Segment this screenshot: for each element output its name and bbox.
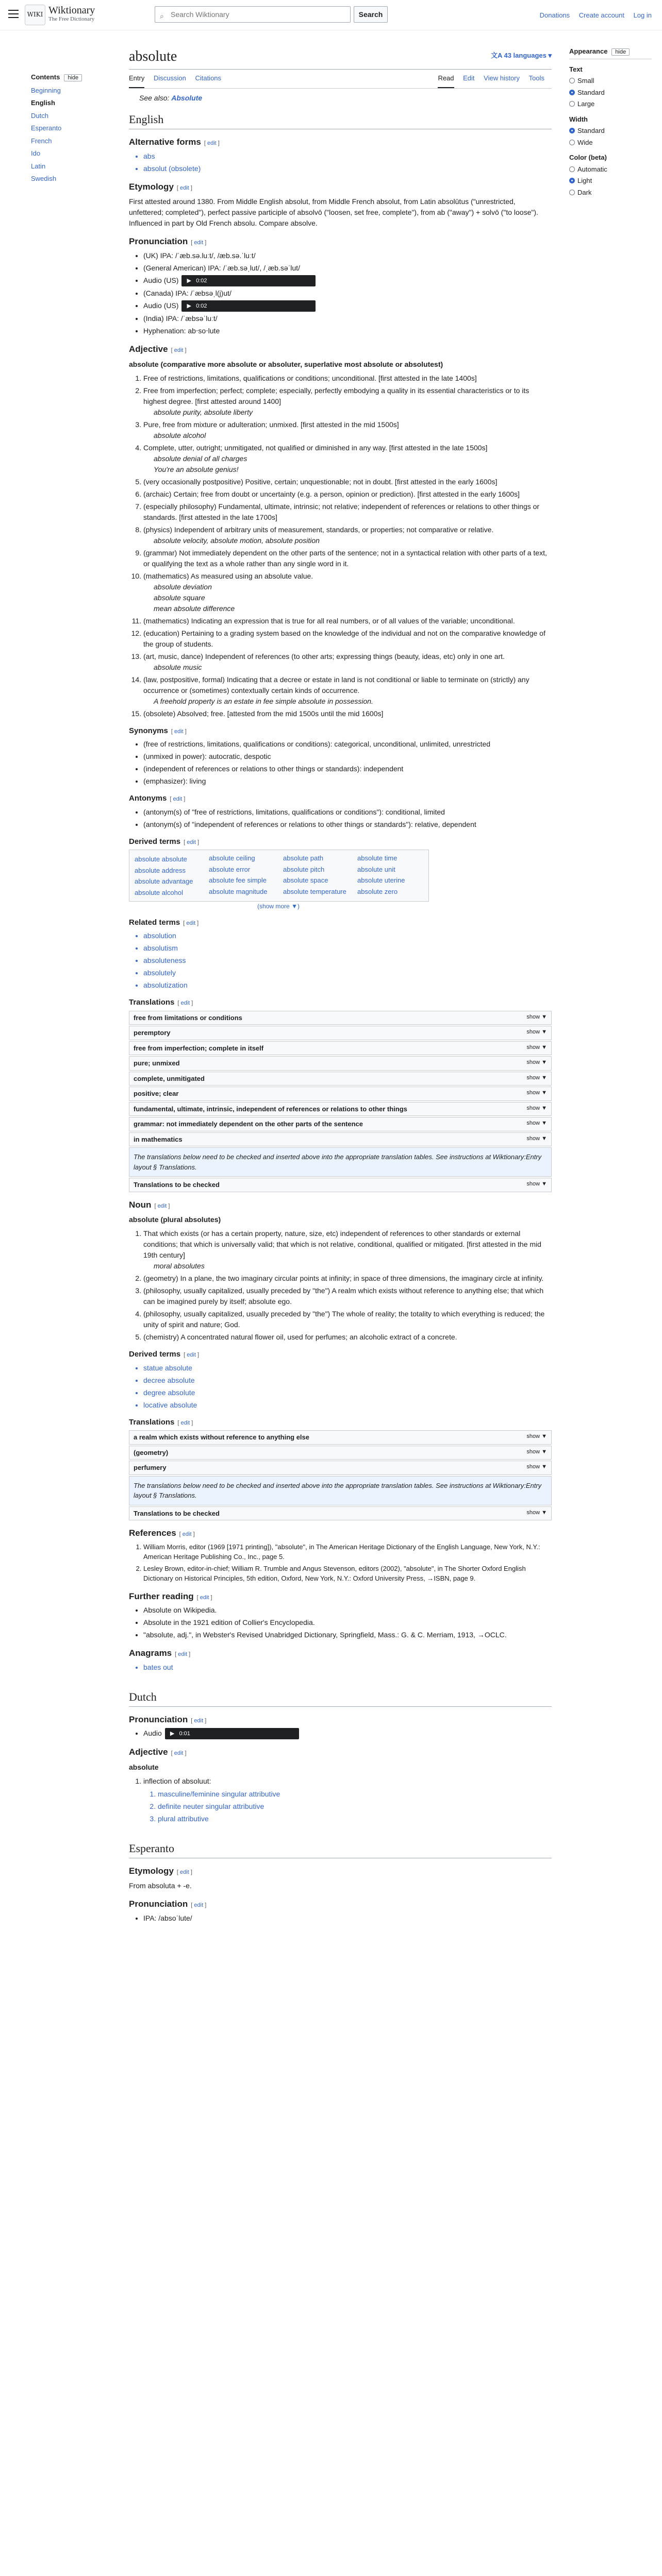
translation-table[interactable]: peremptory show ▼ xyxy=(129,1026,552,1040)
edit-link[interactable]: edit xyxy=(180,1000,190,1007)
toc-item-beginning[interactable]: Beginning xyxy=(31,86,61,94)
dutch-pronunciation-heading: Pronunciation [ edit ] xyxy=(129,1714,207,1724)
search-input[interactable] xyxy=(155,6,351,23)
appearance-panel xyxy=(569,46,652,199)
related-terms-heading: Related terms [ edit ] xyxy=(129,918,199,927)
derived-term[interactable]: absolute pitch xyxy=(283,865,325,873)
usage-example: absolute denial of all charges xyxy=(154,454,247,463)
edit-link[interactable]: edit xyxy=(207,140,217,146)
synonyms-list xyxy=(129,739,552,787)
list-item[interactable]: 2. definite neuter singular attributive xyxy=(158,1801,552,1812)
dutch-pronunciation-list xyxy=(129,1728,552,1739)
translation-table[interactable]: fundamental, ultimate, intrinsic, independent of references or relations to other things show ▼ xyxy=(129,1102,552,1116)
translation-table[interactable]: grammar: not immediately dependent on the other parts of the sentence show ▼ xyxy=(129,1117,552,1131)
list-item[interactable]: 1. masculine/feminine singular attributive xyxy=(158,1789,552,1800)
sense-item: 7. (especially philosophy) Fundamental, ultimate, intrinsic; not relative; independent of references or relations to other things or standards. [first attested in the late 1700s] xyxy=(143,501,552,523)
translation-table[interactable]: Translations to be checked show ▼ xyxy=(129,1178,552,1192)
list-item: • (antonym(s) of "free of restrictions, limitations, qualifications or conditions"): conditional, limited xyxy=(143,807,552,818)
etymology-heading: Etymology [ edit ] xyxy=(129,181,192,192)
sense-item: 4. (philosophy, usually capitalized, usually preceded by "the") The whole of reality; the totality to which everything is reduced; the unity of spirit and nature; God. xyxy=(143,1309,552,1330)
tab-discussion[interactable]: Discussion xyxy=(153,74,186,82)
usage-example: absolute alcohol xyxy=(154,431,206,439)
antonyms-heading: Antonyms [ edit ] xyxy=(129,794,186,803)
show-translations-button[interactable]: show ▼ xyxy=(526,1181,547,1188)
edit-link[interactable]: edit xyxy=(180,1419,190,1426)
sense-item: 9. (grammar) Not immediately dependent on the other parts of the sentence; not in a syntactical relation with other parts of a text, or qualifying the text as a whole rather than any single word in it. xyxy=(143,548,552,569)
edit-link[interactable]: edit xyxy=(187,839,196,845)
translation-table[interactable]: pure; unmixed show ▼ xyxy=(129,1056,552,1071)
search-button[interactable]: Search xyxy=(354,6,388,23)
tab-entry[interactable]: Entry xyxy=(129,70,144,88)
create-account-link[interactable]: Create account xyxy=(578,11,624,19)
color-dark-radio[interactable]: Dark xyxy=(569,188,652,198)
show-translations-button[interactable]: show ▼ xyxy=(526,1059,547,1066)
translation-table[interactable]: a realm which exists without reference to anything else show ▼ xyxy=(129,1430,552,1445)
sense-item: 2. Free from imperfection; perfect; complete; especially, perfectly embodying a quality in its essential characteristics or to its highest degree. [first attested around 1400] absolute purity, absolute liberty xyxy=(143,385,552,418)
translation-table[interactable]: free from limitations or conditions show ▼ xyxy=(129,1011,552,1025)
translation-table[interactable]: complete, unmitigated show ▼ xyxy=(129,1072,552,1086)
languages-button[interactable]: 文A 43 languages ▾ xyxy=(490,52,552,59)
toc-item-swedish[interactable]: Swedish xyxy=(31,175,57,182)
usage-example: mean absolute difference xyxy=(154,604,235,613)
show-translations-button[interactable]: show ▼ xyxy=(526,1120,547,1127)
sense-item: 15. (obsolete) Absolved; free. [attested from the mid 1500s until the mid 1600s] xyxy=(143,708,552,719)
usage-example: moral absolutes xyxy=(154,1262,205,1270)
derived-terms-heading: Derived terms [ edit ] xyxy=(129,837,200,846)
sense-item: 5. (chemistry) A concentrated natural flower oil, used for perfumes; an alcoholic extract of a concrete. xyxy=(143,1332,552,1343)
alt-forms-heading: Alternative forms [ edit ] xyxy=(129,137,220,147)
list-item[interactable]: • bates out xyxy=(143,1662,552,1673)
edit-link[interactable]: edit xyxy=(194,1902,204,1909)
esperanto-pronunciation-heading: Pronunciation [ edit ] xyxy=(129,1899,207,1909)
list-item[interactable]: • locative absolute xyxy=(143,1400,552,1411)
edit-link[interactable]: edit xyxy=(178,1651,188,1658)
list-item: • Audio (US) ▶ 0:02 xyxy=(143,300,552,312)
show-translations-button[interactable]: show ▼ xyxy=(526,1135,547,1142)
toc-item-french[interactable]: French xyxy=(31,137,52,145)
translation-table[interactable]: perfumery show ▼ xyxy=(129,1461,552,1475)
toc-item-dutch[interactable]: Dutch xyxy=(31,111,48,120)
list-item[interactable]: 3. plural attributive xyxy=(158,1814,552,1824)
dutch-heading: Dutch xyxy=(129,1688,552,1707)
derived-term[interactable]: absolute time xyxy=(357,854,398,862)
esperanto-heading: Esperanto xyxy=(129,1840,552,1858)
sense-item: 14. (law, postpositive, formal) Indicating that a decree or estate in land is not conditional or liable to terminate on (strictly) any occurrence or (sometimes) contextually certain kinds of occurrence. A freehold property is an estate in fee simple absolute in possession. xyxy=(143,674,552,707)
list-item[interactable]: • absolutization xyxy=(143,980,552,991)
translation-table[interactable]: (geometry) show ▼ xyxy=(129,1446,552,1460)
edit-link[interactable]: edit xyxy=(180,184,189,191)
list-item: • IPA: /absoˈlute/ xyxy=(143,1913,552,1924)
list-item: • Audio ▶ 0:01 xyxy=(143,1728,552,1739)
antonyms-list xyxy=(129,807,552,830)
edit-link[interactable]: edit xyxy=(174,728,184,735)
edit-link[interactable]: edit xyxy=(180,1869,189,1875)
toc-hide-button[interactable]: hide xyxy=(64,74,82,81)
noun-translations-heading: Translations [ edit ] xyxy=(129,1417,193,1427)
sense-item: 10. (mathematics) As measured using an absolute value. absolute deviation absolute square mean absolute difference xyxy=(143,571,552,614)
sense-item: 6. (archaic) Certain; free from doubt or uncertainty (e.g. a person, opinion or prediction). [first attested in the early 1600s] xyxy=(143,489,552,500)
references-list xyxy=(129,1542,552,1584)
derived-term[interactable]: absolute address xyxy=(135,866,186,874)
tab-tools[interactable]: Tools xyxy=(528,74,544,82)
menu-icon[interactable] xyxy=(8,10,19,18)
translation-table[interactable]: Translations to be checked show ▼ xyxy=(129,1506,552,1521)
edit-link[interactable]: edit xyxy=(187,1352,196,1359)
audio-player[interactable]: ▶ 0:02 xyxy=(181,275,316,286)
derived-term[interactable]: absolute fee simple xyxy=(209,876,267,885)
wiki-tagline: The Free Dictionary xyxy=(48,16,95,22)
wiki-name: Wiktionary xyxy=(48,5,95,16)
translation-table[interactable]: in mathematics show ▼ xyxy=(129,1132,552,1147)
sense-item: 3. Pure, free from mixture or adulteration; unmixed. [first attested in the mid 1500s] absolute alcohol xyxy=(143,419,552,441)
adjective-senses xyxy=(129,373,552,719)
translation-check-notice: The translations below need to be checked and inserted above into the appropriate translation tables. See instructions at Wiktionary:Entry layout § Translations. xyxy=(129,1476,552,1505)
list-item[interactable]: • statue absolute xyxy=(143,1363,552,1374)
derived-term[interactable]: absolute alcohol xyxy=(135,888,183,896)
color-automatic-radio[interactable]: Automatic xyxy=(569,164,652,175)
show-translations-button[interactable]: show ▼ xyxy=(526,1448,547,1455)
further-reading-heading: Further reading [ edit ] xyxy=(129,1591,212,1601)
log-in-link[interactable]: Log in xyxy=(633,11,652,19)
page-tabs xyxy=(129,70,552,89)
list-item[interactable]: • absolutely xyxy=(143,968,552,978)
personal-tools xyxy=(533,10,652,21)
usage-example: A freehold property is an estate in fee simple absolute in possession. xyxy=(154,697,373,705)
edit-link[interactable]: edit xyxy=(186,920,196,926)
sense-item: 11. (mathematics) Indicating an expression that is true for all real numbers, or of all values of the variable; unconditional. xyxy=(143,616,552,626)
width-standard-radio[interactable]: Standard xyxy=(569,126,652,136)
esperanto-etymology-heading: Etymology [ edit ] xyxy=(129,1866,192,1876)
sense-item: 4. Complete, utter, outright; unmitigated, not qualified or diminished in any way. [first attested in the late 1500s] absolute denial of all charges You're an absolute genius! xyxy=(143,443,552,475)
derived-term[interactable]: absolute space xyxy=(283,876,328,885)
show-translations-button[interactable]: show ▼ xyxy=(526,1433,547,1440)
translation-check-notice: The translations below need to be checked and inserted above into the appropriate translation tables. See instructions at Wiktionary:Entry layout § Translations. xyxy=(129,1147,552,1177)
noun-senses xyxy=(129,1228,552,1343)
text-small-radio[interactable]: Small xyxy=(569,76,652,86)
esperanto-etymology-text: From absoluta + -e. xyxy=(129,1882,192,1890)
synonyms-heading: Synonyms [ edit ] xyxy=(129,726,187,735)
list-item: • (independent of references or relations to other things or standards): independent xyxy=(143,764,552,774)
translation-table[interactable]: free from imperfection; complete in itself show ▼ xyxy=(129,1041,552,1056)
derived-term[interactable]: absolute ceiling xyxy=(209,854,255,862)
sense-item: 1. That which exists (or has a certain property, nature, size, etc) independent of references to other standards or external conditions; that which is universally valid; that which is not relative, conditional, qualified or mitigated. [first attested in the mid 19th century] moral absolutes xyxy=(143,1228,552,1272)
list-item: • (free of restrictions, limitations, qualifications or conditions): categorical, unconditional, unlimited, unrestricted xyxy=(143,739,552,750)
table-of-contents xyxy=(31,72,108,187)
donations-link[interactable]: Donations xyxy=(539,11,570,19)
derived-term[interactable]: absolute advantage xyxy=(135,877,193,886)
edit-link[interactable]: edit xyxy=(194,1717,204,1724)
sense-item: 5. (very occasionally postpositive) Positive, certain; unquestionable; not in doubt. [first attested in the early 1600s] xyxy=(143,477,552,487)
noun-derived-heading: Derived terms [ edit ] xyxy=(129,1350,200,1359)
derived-term[interactable]: absolute uterine xyxy=(357,876,405,885)
show-translations-button[interactable]: show ▼ xyxy=(526,1074,547,1081)
inflection-list xyxy=(143,1789,552,1824)
sense-item: 13. (art, music, dance) Independent of references (to other arts; expressing things (beauty, ideas, etc) only in one art. absolute music xyxy=(143,651,552,673)
text-size-label: Text xyxy=(569,65,583,73)
derived-term[interactable]: absolute zero xyxy=(357,887,398,895)
list-item[interactable]: • abs xyxy=(143,151,552,162)
show-translations-button[interactable]: show ▼ xyxy=(526,1090,547,1096)
list-item: • Hyphenation: ab‧so‧lute xyxy=(143,326,552,336)
english-heading: English xyxy=(129,111,552,129)
esperanto-pronunciation-list xyxy=(129,1913,552,1924)
list-item: • (India) IPA: /ˈæbsəˈluːt/ xyxy=(143,313,552,324)
list-item: • "absolute, adj.", in Webster's Revised Unabridged Dictionary, Springfield, Mass.: G. & C. Merriam, 1913, →OCLC. xyxy=(143,1630,552,1640)
width-wide-radio[interactable]: Wide xyxy=(569,138,652,148)
further-reading-list xyxy=(129,1605,552,1640)
derived-term[interactable]: absolute absolute xyxy=(135,855,187,863)
related-terms-list xyxy=(129,930,552,991)
audio-player[interactable]: ▶ 0:02 xyxy=(181,300,316,312)
derived-term[interactable]: absolute error xyxy=(209,865,251,873)
adjective-headword: absolute (comparative more absolute or absoluter, superlative most absolute or absolutest) xyxy=(129,360,443,368)
show-translations-button[interactable]: show ▼ xyxy=(526,1464,547,1470)
reference-item: 1. William Morris, editor (1969 [1971 printing]), "absolute", in The American Heritage Dictionary of the English Language, New York, N.Y.: American Heritage Publishing Co., Inc., page 5. xyxy=(143,1542,552,1562)
noun-headword: absolute (plural absolutes) xyxy=(129,1215,221,1224)
derived-term[interactable]: absolute unit xyxy=(357,865,395,873)
title-row xyxy=(129,46,552,70)
toc-item-esperanto[interactable]: Esperanto xyxy=(31,124,62,132)
sense-item: 3. (philosophy, usually capitalized, usually preceded by "the") A realm which exists without reference to anything else; that which can be imagined purely by itself; absolute ego. xyxy=(143,1285,552,1307)
main-content xyxy=(129,46,552,1927)
anagrams-list xyxy=(129,1662,552,1673)
see-also-link[interactable]: Absolute xyxy=(171,94,203,102)
usage-example: You're an absolute genius! xyxy=(154,465,239,473)
show-translations-button[interactable]: show ▼ xyxy=(526,1509,547,1516)
toc-item-english[interactable]: English xyxy=(31,99,55,107)
list-item[interactable]: • absolut (obsolete) xyxy=(143,163,552,174)
show-translations-button[interactable]: show ▼ xyxy=(526,1044,547,1050)
list-item: • Absolute on Wikipedia. xyxy=(143,1605,552,1616)
pronunciation-list xyxy=(129,250,552,337)
translation-table[interactable]: positive; clear show ▼ xyxy=(129,1087,552,1101)
dutch-headword: absolute xyxy=(129,1762,159,1771)
list-item[interactable]: • absolution xyxy=(143,930,552,941)
show-translations-button[interactable]: show ▼ xyxy=(526,1029,547,1036)
appearance-header: Appearance hide xyxy=(569,46,652,59)
adjective-heading: Adjective [ edit ] xyxy=(129,344,187,354)
list-item: • (UK) IPA: /ˈæb.sə.luːt/, /æb.sə.ˈluːt/ xyxy=(143,250,552,261)
sense-item: 12. (education) Pertaining to a grading system based on the knowledge of the individual and not on the comparative knowledge of the group of students. xyxy=(143,628,552,650)
page-title: absolute xyxy=(129,48,177,64)
search-icon: ⌕ xyxy=(160,12,164,20)
list-item[interactable]: • absoluteness xyxy=(143,955,552,966)
color-label: Color (beta) xyxy=(569,154,607,161)
page-actions xyxy=(438,70,552,88)
list-item[interactable]: • absolutism xyxy=(143,943,552,954)
toc-header: Contents hide xyxy=(31,72,108,82)
edit-link[interactable]: edit xyxy=(173,796,183,803)
references-heading: References [ edit ] xyxy=(129,1528,195,1538)
tab-edit[interactable]: Edit xyxy=(463,74,475,82)
derived-term[interactable]: absolute temperature xyxy=(283,887,346,895)
list-item: • (unmixed in power): autocratic, despotic xyxy=(143,751,552,762)
list-item[interactable]: • decree absolute xyxy=(143,1375,552,1386)
pronunciation-heading: Pronunciation [ edit ] xyxy=(129,236,207,246)
list-item: • Audio (US) ▶ 0:02 xyxy=(143,275,552,286)
dutch-senses xyxy=(129,1776,552,1824)
wiktionary-logo[interactable]: WIKI xyxy=(25,5,45,25)
usage-example: absolute music xyxy=(154,663,202,671)
etymology-text: First attested around 1380. From Middle English absolut, from Middle French absolut, from Latin absolūtus ("unrestricted, unfettered; completed"), perfect passive participle of absolvō ("loosen, set free, complete"), from ab ("away") + solvō ("to loose"). Influenced in part by Old French absolu. Compare absolve. xyxy=(129,197,538,227)
show-translations-button[interactable]: show ▼ xyxy=(526,1105,547,1111)
tab-history[interactable]: View history xyxy=(484,74,520,82)
list-item: • (emphasizer): living xyxy=(143,776,552,787)
list-item: • Absolute in the 1921 edition of Collier's Encyclopedia. xyxy=(143,1617,552,1628)
entry-body xyxy=(129,93,552,1924)
wordmark[interactable] xyxy=(48,5,95,23)
translations-heading: Translations [ edit ] xyxy=(129,998,193,1007)
edit-link[interactable]: edit xyxy=(182,1531,192,1538)
appearance-hide-button[interactable]: hide xyxy=(611,48,630,56)
show-translations-button[interactable]: show ▼ xyxy=(526,1013,547,1020)
text-large-radio[interactable]: Large xyxy=(569,99,652,109)
sense-item: 2. (geometry) In a plane, the two imaginary circular points at infinity; in space of three dimensions, the imaginary circle at infinity. xyxy=(143,1273,552,1284)
tab-citations[interactable]: Citations xyxy=(195,74,222,82)
top-bar xyxy=(0,0,662,30)
list-item[interactable]: • degree absolute xyxy=(143,1387,552,1398)
alt-forms-list xyxy=(129,151,552,174)
list-item: • (antonym(s) of "independent of references or relations to other things or standards"): relative, dependent xyxy=(143,819,552,830)
edit-link[interactable]: edit xyxy=(157,1202,167,1209)
noun-derived-list xyxy=(129,1363,552,1411)
sense-item: 1. Free of restrictions, limitations, qualifications or conditions; unconditional. [first attested in the late 1400s] xyxy=(143,373,552,384)
usage-example: absolute velocity, absolute motion, absolute position xyxy=(154,536,320,545)
edit-link[interactable]: edit xyxy=(194,240,204,246)
derived-terms-box xyxy=(129,850,429,902)
see-also-hatnote: See also: Absolute xyxy=(139,94,203,102)
derived-term[interactable]: absolute magnitude xyxy=(209,887,268,895)
edit-link[interactable]: edit xyxy=(174,347,184,354)
list-item: • (Canada) IPA: /ˈæbsəˌl(j)ut/ xyxy=(143,288,552,299)
list-item: • (General American) IPA: /ˈæb.səˌlut/, /ˌæb.səˈlut/ xyxy=(143,263,552,274)
reference-item: 2. Lesley Brown, editor-in-chief; William R. Trumble and Angus Stevenson, editors (2002), "absolute", in The Shorter Oxford English Dictionary on Historical Principles, 5th edition, Oxford, New York, N.Y.: Oxford University Press, →ISBN, page 9. xyxy=(143,1564,552,1584)
usage-example: absolute deviation xyxy=(154,582,212,591)
edit-link[interactable]: edit xyxy=(174,1750,184,1757)
anagrams-heading: Anagrams [ edit ] xyxy=(129,1648,191,1658)
toc-item-ido[interactable]: Ido xyxy=(31,149,41,157)
usage-example: absolute square xyxy=(154,593,205,602)
edit-link[interactable]: edit xyxy=(200,1594,209,1601)
derived-term[interactable]: absolute path xyxy=(283,854,324,862)
width-label: Width xyxy=(569,115,588,123)
color-light-radio[interactable]: Light xyxy=(569,176,652,186)
toc-item-latin[interactable]: Latin xyxy=(31,162,46,170)
noun-heading: Noun [ edit ] xyxy=(129,1199,170,1210)
audio-player[interactable]: ▶ 0:01 xyxy=(165,1728,299,1739)
sense-item: 8. (physics) Independent of arbitrary units of measurement, standards, or properties; not comparative or relative. absolute velocity, absolute motion, absolute position xyxy=(143,524,552,546)
sense-item: 1. inflection of absoluut: 1. masculine/feminine singular attributive 2. definite neuter singular attributive 3. plural attributive xyxy=(143,1776,552,1824)
text-standard-radio[interactable]: Standard xyxy=(569,88,652,98)
show-more-button[interactable]: (show more ▼) xyxy=(257,902,300,910)
tab-read[interactable]: Read xyxy=(438,70,454,88)
usage-example: absolute purity, absolute liberty xyxy=(154,408,253,416)
dutch-adjective-heading: Adjective [ edit ] xyxy=(129,1747,187,1757)
